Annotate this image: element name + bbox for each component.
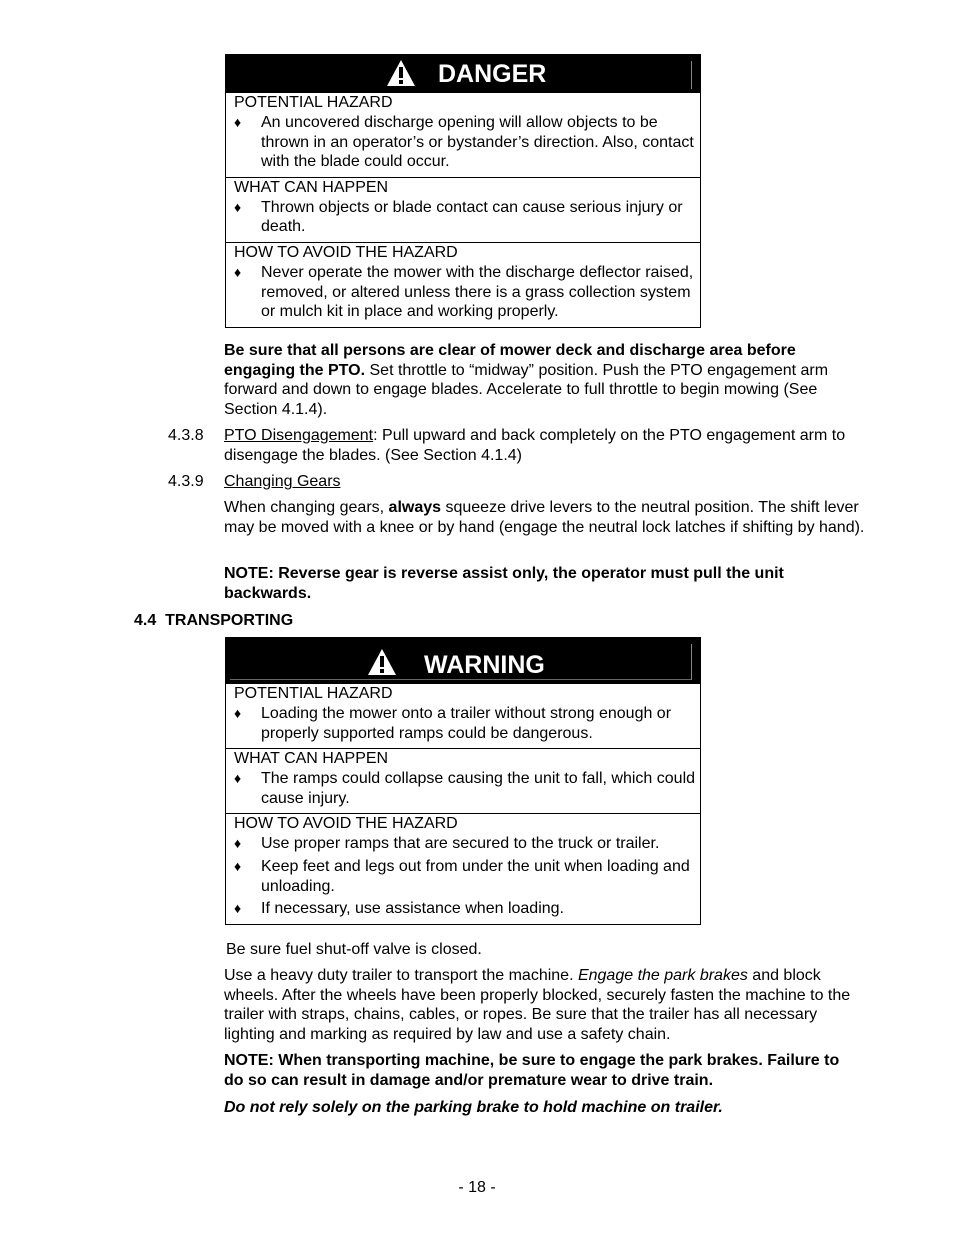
hazard-bullet xyxy=(234,113,700,172)
diamond-bullet-icon: ♦ xyxy=(234,263,242,280)
reverse-note: NOTE: Reverse gear is reverse assist only, the operator must pull the unit backwards. xyxy=(224,565,784,602)
hazard-bullet-text: Thrown objects or blade contact can cause serious injury or death. xyxy=(261,198,683,236)
hazard-bullet-text: The ramps could collapse causing the unit to fall, which could cause injury. xyxy=(261,770,696,807)
hazard-section xyxy=(226,93,700,177)
fuel-valve-text: Be sure fuel shut-off valve is closed. xyxy=(226,941,482,958)
diamond-bullet-icon: ♦ xyxy=(234,114,242,130)
section-number-439: 4.3.9 xyxy=(168,473,204,490)
hazard-bullet-text: Keep feet and legs out from under the unit when loading and unloading. xyxy=(261,857,690,895)
hazard-section-heading: WHAT CAN HAPPEN xyxy=(234,750,389,768)
hazard-section xyxy=(226,748,700,813)
parking-brake-warning: Do not rely solely on the parking brake to hold machine on trailer. xyxy=(224,1099,723,1116)
warning-title: WARNING xyxy=(424,651,545,679)
hazard-bullet-text: Loading the mower onto a trailer without strong enough or properly supported ramps could be dangerous. xyxy=(261,705,672,742)
warning-header xyxy=(226,638,700,684)
section-439-title: Changing Gears xyxy=(224,473,341,490)
pto-engage-text: Set throttle to “midway” position. Push the PTO engagement arm forward and down to engage blades. Accelerate to full throttle to begin mowing (See Section 4.1.4). xyxy=(224,361,829,418)
diamond-bullet-icon: ♦ xyxy=(234,770,242,787)
diamond-bullet-icon: ♦ xyxy=(234,198,242,215)
hazard-section xyxy=(226,177,700,242)
danger-header xyxy=(226,55,700,93)
pto-engage-bold: Be sure that all persons are clear of mower deck and discharge area before engaging the PTO. xyxy=(224,342,796,379)
section-439-text-a: When changing gears, xyxy=(224,499,389,516)
section-number-438: 4.3.8 xyxy=(168,427,204,444)
warning-triangle-icon xyxy=(367,648,397,676)
hazard-bullet xyxy=(234,704,700,743)
section-439-text-b: squeeze drive levers to the neutral position. The shift lever may be moved with a knee or by hand (engage the neutral lock latches if shifting by hand). xyxy=(224,499,865,536)
diamond-bullet-icon: ♦ xyxy=(234,705,242,721)
diamond-bullet-icon: ♦ xyxy=(234,900,242,917)
hazard-section xyxy=(226,242,700,327)
hazard-section-heading: POTENTIAL HAZARD xyxy=(234,685,393,702)
hazard-bullet xyxy=(234,834,700,854)
danger-title: DANGER xyxy=(438,60,547,88)
hazard-section xyxy=(226,684,700,748)
hazard-bullet-text: Never operate the mower with the discharge deflector raised, removed, or altered unless there is a grass collection system or mulch kit in place and working properly. xyxy=(261,263,694,321)
transport-paragraph xyxy=(224,966,854,1044)
section-438-body: : Pull upward and back completely on the PTO engagement arm to disengage the blades. (See Section 4.1.4) xyxy=(224,427,846,464)
section-439-bold: always xyxy=(388,499,442,516)
warning-triangle-icon xyxy=(386,59,416,87)
page-number: - 18 - xyxy=(458,1179,496,1196)
hazard-bullet xyxy=(234,198,700,237)
hazard-section-heading: HOW TO AVOID THE HAZARD xyxy=(234,815,458,833)
section-438-text xyxy=(224,426,854,465)
hazard-bullet-text: Use proper ramps that are secured to the truck or trailer. xyxy=(261,835,660,853)
transport-text-a: Use a heavy duty trailer to transport the machine. xyxy=(224,967,578,984)
danger-box xyxy=(225,54,701,328)
transport-note: NOTE: When transporting machine, be sure to engage the park brakes. Failure to do so can result in damage and/or premature wear to drive train. xyxy=(224,1052,840,1089)
transport-text-b: and block wheels. After the wheels have been properly blocked, securely fasten the machine to the trailer with straps, chains, cables, or ropes. Be sure that the trailer has all necessary lighting and marking as required by law and use a safety chain. xyxy=(224,967,851,1043)
hazard-bullet xyxy=(234,769,700,808)
hazard-section-heading: WHAT CAN HAPPEN xyxy=(234,178,389,196)
section-44-heading: 4.4 TRANSPORTING xyxy=(134,612,294,629)
pto-engage-paragraph xyxy=(224,341,864,419)
transport-italic: Engage the park brakes xyxy=(577,967,748,984)
hazard-bullet xyxy=(234,899,700,919)
hazard-bullet xyxy=(234,263,700,322)
diamond-bullet-icon: ♦ xyxy=(234,835,242,852)
hazard-bullet xyxy=(234,857,700,896)
hazard-section xyxy=(226,813,700,923)
section-439-paragraph xyxy=(224,498,874,537)
warning-box xyxy=(225,637,701,925)
hazard-bullet-text: If necessary, use assistance when loading. xyxy=(261,900,564,918)
hazard-section-heading: HOW TO AVOID THE HAZARD xyxy=(234,243,458,261)
section-438-title: PTO Disengagement xyxy=(224,427,374,444)
hazard-bullet-text: An uncovered discharge opening will allow objects to be thrown in an operator’s or bystander’s direction. Also, contact with the blade could occur. xyxy=(261,114,694,171)
diamond-bullet-icon: ♦ xyxy=(234,857,242,874)
hazard-section-heading: POTENTIAL HAZARD xyxy=(234,94,393,111)
